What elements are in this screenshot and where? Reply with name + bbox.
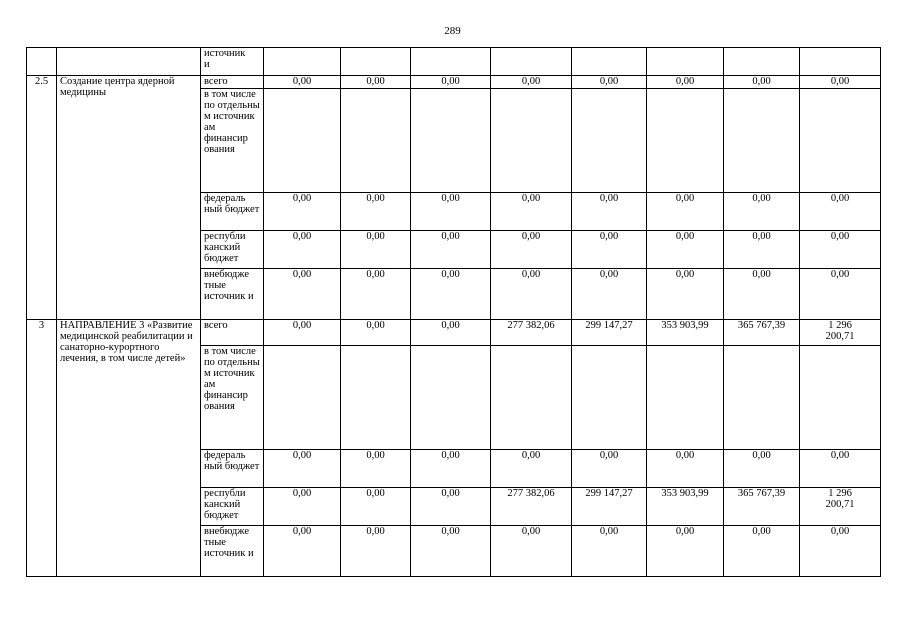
value-cell: 0,00 xyxy=(411,269,491,320)
value-cell xyxy=(572,346,647,450)
value-cell: 0,00 xyxy=(800,193,881,231)
value-cell: 0,00 xyxy=(572,76,647,89)
funding-source: республи канский бюджет xyxy=(201,231,264,269)
funding-source: всего xyxy=(201,320,264,346)
value-cell: 0,00 xyxy=(341,526,411,577)
value-cell xyxy=(264,48,341,76)
value-cell xyxy=(411,48,491,76)
value-cell: 0,00 xyxy=(491,193,572,231)
value-cell: 0,00 xyxy=(647,526,724,577)
value-cell: 0,00 xyxy=(411,193,491,231)
value-cell xyxy=(572,89,647,193)
value-cell: 0,00 xyxy=(341,488,411,526)
table-row xyxy=(27,320,881,346)
row-name: НАПРАВЛЕНИЕ 3 «Развитие медицинской реабилитации и санаторно-курортного лечения, в том числе детей» xyxy=(57,320,201,577)
value-cell: 0,00 xyxy=(491,526,572,577)
value-cell: 0,00 xyxy=(724,193,800,231)
table-row xyxy=(27,76,881,89)
value-cell: 0,00 xyxy=(341,76,411,89)
value-cell: 0,00 xyxy=(800,450,881,488)
value-cell: 0,00 xyxy=(411,320,491,346)
value-cell: 0,00 xyxy=(411,526,491,577)
row-name xyxy=(57,48,201,76)
row-code: 3 xyxy=(27,320,57,577)
funding-source: внебюдже тные источник и xyxy=(201,526,264,577)
value-cell: 0,00 xyxy=(341,193,411,231)
table-row xyxy=(27,48,881,76)
value-cell: 0,00 xyxy=(411,76,491,89)
value-cell: 0,00 xyxy=(647,76,724,89)
value-cell xyxy=(411,346,491,450)
value-cell: 277 382,06 xyxy=(491,488,572,526)
value-cell: 0,00 xyxy=(647,231,724,269)
funding-source: в том числе по отдельны м источник ам финансир ования xyxy=(201,89,264,193)
value-cell: 1 296 200,71 xyxy=(800,320,881,346)
value-cell: 0,00 xyxy=(572,193,647,231)
value-cell xyxy=(264,346,341,450)
funding-source: источник и xyxy=(201,48,264,76)
value-cell: 0,00 xyxy=(341,231,411,269)
value-cell xyxy=(411,89,491,193)
value-cell: 365 767,39 xyxy=(724,320,800,346)
funding-source: внебюдже тные источник и xyxy=(201,269,264,320)
value-cell: 0,00 xyxy=(264,231,341,269)
value-cell xyxy=(724,346,800,450)
value-cell: 0,00 xyxy=(647,269,724,320)
value-cell: 0,00 xyxy=(647,193,724,231)
value-cell: 0,00 xyxy=(724,526,800,577)
value-cell: 0,00 xyxy=(800,269,881,320)
funding-source: всего xyxy=(201,76,264,89)
value-cell xyxy=(491,346,572,450)
value-cell: 0,00 xyxy=(572,526,647,577)
value-cell xyxy=(341,89,411,193)
value-cell xyxy=(724,89,800,193)
value-cell: 299 147,27 xyxy=(572,488,647,526)
value-cell: 0,00 xyxy=(411,450,491,488)
value-cell xyxy=(800,346,881,450)
value-cell: 0,00 xyxy=(264,450,341,488)
value-cell: 1 296 200,71 xyxy=(800,488,881,526)
value-cell xyxy=(264,89,341,193)
value-cell: 0,00 xyxy=(341,320,411,346)
value-cell: 0,00 xyxy=(264,488,341,526)
value-cell: 0,00 xyxy=(264,320,341,346)
value-cell: 353 903,99 xyxy=(647,320,724,346)
value-cell: 0,00 xyxy=(724,76,800,89)
value-cell: 0,00 xyxy=(647,450,724,488)
value-cell xyxy=(572,48,647,76)
value-cell xyxy=(341,48,411,76)
value-cell: 353 903,99 xyxy=(647,488,724,526)
value-cell: 0,00 xyxy=(724,269,800,320)
value-cell: 299 147,27 xyxy=(572,320,647,346)
value-cell: 365 767,39 xyxy=(724,488,800,526)
funding-source: федераль ный бюджет xyxy=(201,450,264,488)
value-cell: 0,00 xyxy=(572,450,647,488)
value-cell: 0,00 xyxy=(264,526,341,577)
value-cell xyxy=(800,89,881,193)
value-cell: 0,00 xyxy=(724,231,800,269)
value-cell: 0,00 xyxy=(411,488,491,526)
value-cell: 0,00 xyxy=(800,76,881,89)
value-cell: 0,00 xyxy=(264,193,341,231)
value-cell: 0,00 xyxy=(491,231,572,269)
row-name: Создание центра ядерной медицины xyxy=(57,76,201,320)
value-cell: 0,00 xyxy=(724,450,800,488)
value-cell: 277 382,06 xyxy=(491,320,572,346)
value-cell: 0,00 xyxy=(264,76,341,89)
value-cell: 0,00 xyxy=(572,231,647,269)
funding-source: федераль ный бюджет xyxy=(201,193,264,231)
value-cell xyxy=(491,48,572,76)
row-code: 2.5 xyxy=(27,76,57,320)
value-cell: 0,00 xyxy=(411,231,491,269)
value-cell xyxy=(647,48,724,76)
value-cell xyxy=(341,346,411,450)
page-number: 289 xyxy=(444,25,461,37)
value-cell: 0,00 xyxy=(264,269,341,320)
row-code xyxy=(27,48,57,76)
funding-source: республи канский бюджет xyxy=(201,488,264,526)
value-cell: 0,00 xyxy=(491,450,572,488)
value-cell: 0,00 xyxy=(341,269,411,320)
value-cell: 0,00 xyxy=(341,450,411,488)
value-cell xyxy=(647,346,724,450)
value-cell: 0,00 xyxy=(491,269,572,320)
value-cell xyxy=(800,48,881,76)
value-cell: 0,00 xyxy=(491,76,572,89)
value-cell xyxy=(647,89,724,193)
value-cell xyxy=(724,48,800,76)
funding-source: в том числе по отдельны м источник ам финансир ования xyxy=(201,346,264,450)
value-cell: 0,00 xyxy=(800,526,881,577)
value-cell: 0,00 xyxy=(800,231,881,269)
value-cell: 0,00 xyxy=(572,269,647,320)
funding-table xyxy=(26,47,881,577)
value-cell xyxy=(491,89,572,193)
